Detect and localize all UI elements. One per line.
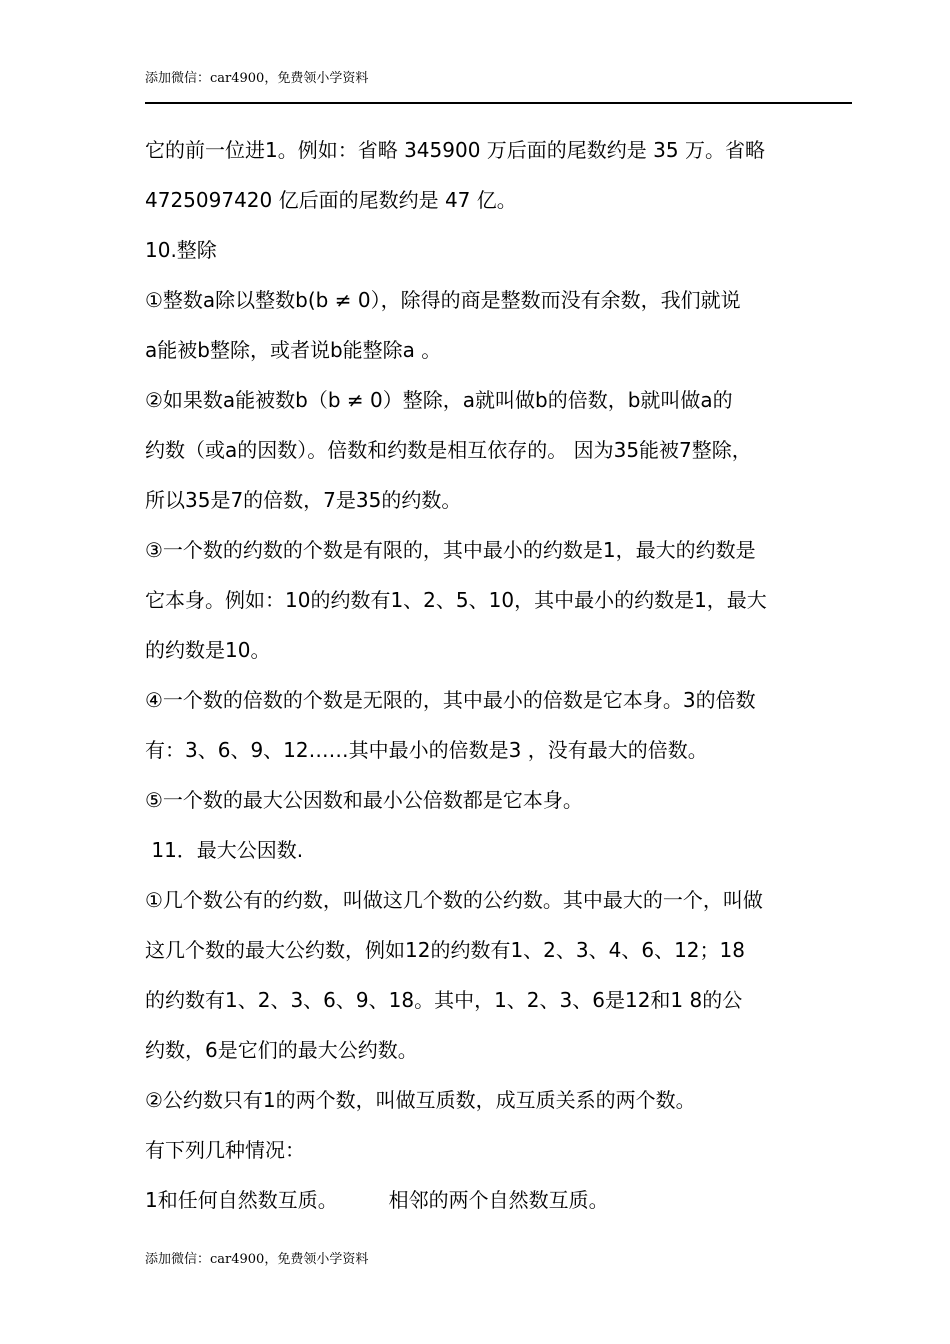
text-line: 有下列几种情况： xyxy=(145,1138,305,1162)
text-line: 它的前一位进1。例如：省略 345900 万后面的尾数约是 35 万。省略 xyxy=(145,138,765,162)
text-line: 它本身。例如：10的约数有1、2、5、10，其中最小的约数是1，最大 xyxy=(145,588,767,612)
text-line: ②如果数a能被数b（b ≠ 0）整除，a就叫做b的倍数，b就叫做a的 xyxy=(145,388,733,412)
text-line: ①整数a除以整数b(b ≠ 0），除得的商是整数而没有余数，我们就说 xyxy=(145,288,741,312)
text-line: 的约数是10。 xyxy=(145,638,271,662)
text-line: 的约数有1、2、3、6、9、18。其中，1、2、3、6是12和1 8的公 xyxy=(145,988,743,1012)
text-line: ⑤一个数的最大公因数和最小公倍数都是它本身。 xyxy=(145,788,583,812)
text-line: 有：3、6、9、12……其中最小的倍数是3 ，没有最大的倍数。 xyxy=(145,738,708,762)
page-header: 添加微信：car4900，免费领小学资料 xyxy=(145,71,369,86)
text-line: 4725097420 亿后面的尾数约是 47 亿。 xyxy=(145,188,517,212)
text-line: ③一个数的约数的个数是有限的，其中最小的约数是1，最大的约数是 xyxy=(145,538,756,562)
section-heading-gcd: 11．最大公因数. xyxy=(145,838,304,862)
text-line: ④一个数的倍数的个数是无限的，其中最小的倍数是它本身。3的倍数 xyxy=(145,688,756,712)
section-heading-divisibility: 10.整除 xyxy=(145,238,217,262)
text-line: 这几个数的最大公约数，例如12的约数有1、2、3、4、6、12；18 xyxy=(145,938,745,962)
text-line: 所以35是7的倍数，7是35的约数。 xyxy=(145,488,462,512)
header-divider xyxy=(145,102,852,104)
text-line: ②公约数只有1的两个数，叫做互质数，成互质关系的两个数。 xyxy=(145,1088,696,1112)
page-footer: 添加微信：car4900，免费领小学资料 xyxy=(145,1252,369,1267)
text-line: 约数，6是它们的最大公约数。 xyxy=(145,1038,418,1062)
text-line: ①几个数公有的约数，叫做这几个数的公约数。其中最大的一个，叫做 xyxy=(145,888,763,912)
text-line: a能被b整除，或者说b能整除a 。 xyxy=(145,338,442,362)
text-line: 1和任何自然数互质。 相邻的两个自然数互质。 xyxy=(145,1188,609,1212)
document-body xyxy=(145,125,857,1225)
text-line: 约数（或a的因数）。倍数和约数是相互依存的。 因为35能被7整除， xyxy=(145,438,752,462)
